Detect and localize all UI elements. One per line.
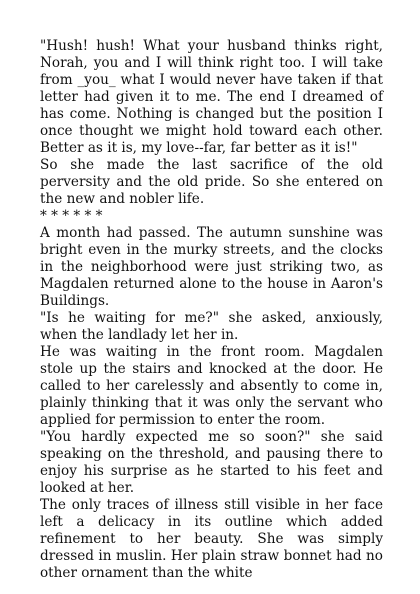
- paragraph-7: The only traces of illness still visible in her face left a delicacy in its outline which added refinement to her beauty. She was simply dressed in muslin. Her plain straw bonnet had no other ornament than the white: [40, 497, 383, 581]
- paragraph-4: "Is he waiting for me?" she asked, anxiously, when the landlady let her in.: [40, 310, 383, 343]
- paragraph-2: So she made the last sacrifice of the old perversity and the old pride. So she entered on the new and nobler life.: [40, 157, 383, 207]
- paragraph-3: A month had passed. The autumn sunshine was bright even in the murky streets, and the clocks in the neighborhood were just striking two, as Magdalen returned alone to the house in Aaron's Buildings.: [40, 225, 383, 309]
- page-body: [40, 38, 383, 582]
- section-break: * * * * * *: [40, 208, 103, 224]
- paragraph-5: He was waiting in the front room. Magdalen stole up the stairs and knocked at the door. He called to her carelessly and absently to come in, plainly thinking that it was only the servant who applied for permission to enter the room.: [40, 344, 383, 428]
- paragraph-6: "You hardly expected me so soon?" she said speaking on the threshold, and pausing there to enjoy his surprise as he started to his feet and looked at her.: [40, 429, 383, 496]
- paragraph-1: "Hush! hush! What your husband thinks right, Norah, you and I will think right too. I will take from _you_ what I would never have taken if that letter had given it to me. The end I dreamed of has come. Nothing is changed but the position I once thought we might hold toward each other. Better as it is, my love--far, far better as it is!": [40, 38, 383, 156]
